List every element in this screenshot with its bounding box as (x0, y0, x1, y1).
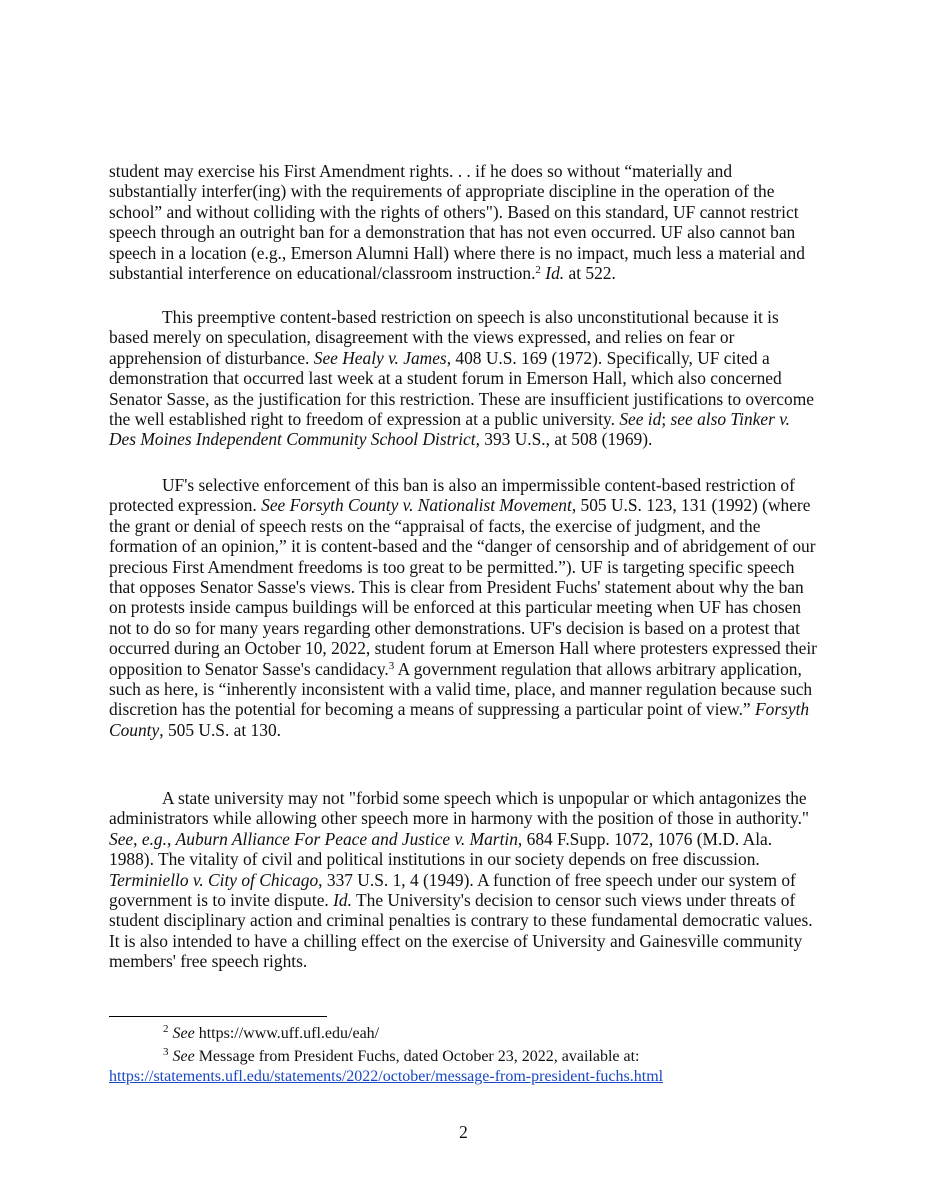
footnote-3-link[interactable]: https://statements.ufl.edu/statements/2022/october/message-from-president-fuchs.html (109, 1067, 664, 1085)
footnote-divider (109, 1016, 327, 1017)
paragraph-2 (109, 307, 821, 450)
paragraph-1-pinpoint: at 522. (564, 263, 616, 284)
footnote-3-number: 3 (163, 1046, 169, 1058)
paragraph-1-citation-id: Id. (545, 263, 565, 284)
paragraph-4-text-d: The University's decision to censor such views under threats of student disciplinary action and criminal penalties is contrary to these fundamental democratic values. It is also intended to have a chilling effect on the exercise of University and Gainesville community members' free speech rights. (109, 890, 813, 972)
paragraph-4-text-a: A state university may not "forbid some speech which is unpopular or which antagonizes the administrators while allowing other speech more in harmony with the position of those in authority." (109, 788, 810, 829)
paragraph-3 (109, 475, 821, 740)
paragraph-3-text-d: , 505 U.S. at 130. (159, 719, 281, 740)
paragraph-1-text: student may exercise his First Amendment rights. . . if he does so without “materially and substantially interfer(ing) with the requirements of appropriate discipline in the operation of the school” and without colliding with the rights of others"). Based on this standard, UF cannot restrict speech through an outright ban for a demonstration that has not even occurred. UF also cannot ban speech in a location (e.g., Emerson Alumni Hall) where there is no impact, much less a material and substantial interference on educational/classroom instruction. (109, 161, 805, 284)
paragraph-4-text-c: , 337 U.S. 1, 4 (1949). A function of free speech under our system of government is to invite dispute. (109, 869, 796, 911)
paragraph-2-text-b: , 408 U.S. 169 (1972). Specifically, UF cited a demonstration that occurred last week at a student forum in Emerson Hall, which also concerned Senator Sasse, as the justification for this restriction. These are insufficient justifications to overcome the well established right to freedom of expression at a public university. (109, 347, 814, 430)
paragraph-3-citation-forsyth: See Forsyth County v. Nationalist Movement (261, 495, 572, 516)
paragraph-4-comma-b: , (166, 828, 176, 849)
paragraph-2-citation-tinker: see also Tinker v. Des Moines Independent Community School District (109, 409, 790, 450)
paragraph-1 (109, 161, 821, 283)
paragraph-3-citation-forsyth-short: Forsyth County (109, 699, 810, 740)
footnote-ref-3: 3 (388, 659, 395, 672)
paragraph-4-citation-auburn: Auburn Alliance For Peace and Justice v. Martin (175, 828, 518, 849)
paragraph-2-text-c: , 393 U.S., at 508 (1969). (475, 429, 653, 450)
footnote-3 (109, 1047, 821, 1086)
paragraph-3-text-b: , 505 U.S. 123, 131 (1992) (where the grant or denial of speech rests on the “appraisal of facts, the exercise of judgment, and the formation of an opinion,” it is content-based and the “danger of censorship and of abridgement of our precious First Amendment freedoms is too great to be permitted.”). UF is targeting specific speech that opposes Senator Sasse's views. This is clear from President Fuchs' statement about why the ban on protests inside campus buildings will be enforced at this particular meeting when UF has chosen not to do so for many years regarding other demonstrations. UF's decision is based on a protest that occurred during an October 10, 2022, student forum at Emerson Hall where protesters expressed their opposition to Senator Sasse's candidacy. (109, 495, 817, 679)
paragraph-2-separator: ; (661, 409, 671, 430)
paragraph-2-citation-see-id: See id (619, 409, 662, 430)
footnote-2-signal: See (172, 1025, 195, 1042)
paragraph-2-citation-healy: See Healy v. James (313, 347, 447, 368)
paragraph-4-signal-eg: e.g. (141, 828, 167, 849)
paragraph-4-comma-a: , (133, 828, 142, 849)
footnote-ref-2: 2 (535, 264, 541, 277)
footnote-2-number: 2 (163, 1023, 169, 1035)
paragraph-3-text-c: A government regulation that allows arbitrary application, such as here, is “inherently inconsistent with a valid time, place, and manner regulation because such discretion has the potential for becoming a means of suppressing a particular point of view.” (109, 658, 813, 720)
paragraph-4-citation-id: Id. (333, 890, 352, 911)
paragraph-4-signal-see: See (109, 828, 134, 849)
footnote-2-text: https://www.uff.ufl.edu/eah/ (194, 1025, 380, 1042)
page-number: 2 (459, 1122, 468, 1142)
paragraph-4-citation-terminiello: Terminiello v. City of Chicago (109, 869, 319, 890)
footnote-2 (109, 1024, 821, 1044)
paragraph-4-text-b: , 684 F.Supp. 1072, 1076 (M.D. Ala. 1988). The vitality of civil and political institutions in our society depends on free discussion. (109, 828, 773, 870)
footnote-3-text: Message from President Fuchs, dated October 23, 2022, available at: (194, 1048, 640, 1065)
paragraph-2-text-a: This preemptive content-based restriction on speech is also unconstitutional because it is based merely on speculation, disagreement with the views expressed, and relies on fear or apprehension of disturbance. (109, 307, 779, 368)
paragraph-4 (109, 788, 821, 972)
paragraph-3-text-a: UF's selective enforcement of this ban is also an impermissible content-based restriction of protected expression. (109, 475, 795, 516)
footnote-3-signal: See (172, 1048, 195, 1065)
